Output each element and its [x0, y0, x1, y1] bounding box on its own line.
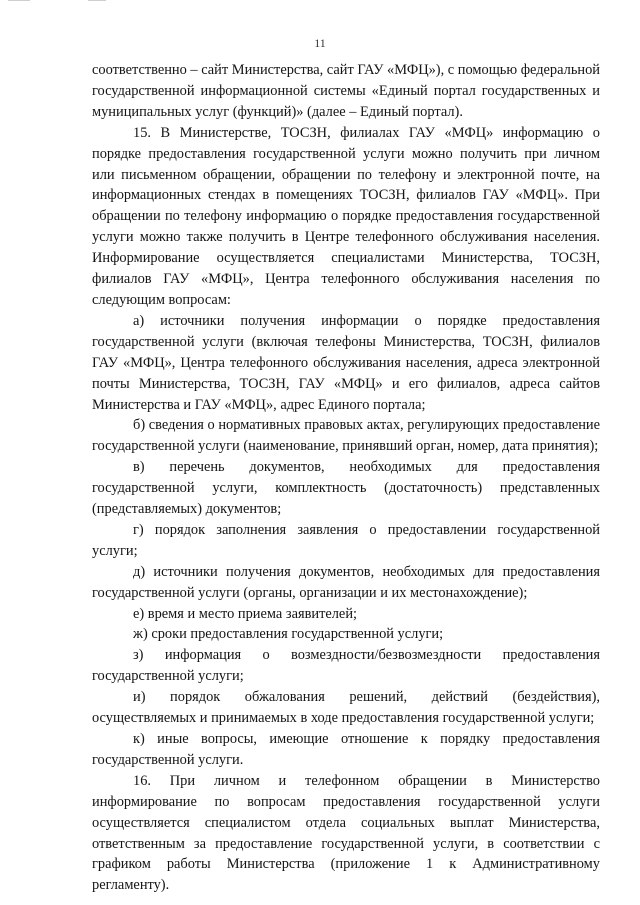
paragraph-item-16: 16. При личном и телефонном обращении в Министерство информирование по вопросам предоставления государственной услуги осуществляется специалистом отдела социальных выплат Министерства, ответственным за предоставление государственной услуги, в соответствии с графиком работы Министерства (приложение 1 к Административному регламенту).: [92, 772, 600, 894]
list-item-v: в) перечень документов, необходимых для предоставления государственной услуги, комплектность (достаточность) представленных (представляемых) документов;: [92, 459, 600, 518]
page-number: 11: [314, 36, 326, 50]
scan-artifact: [88, 0, 106, 1]
list-item-e: е) время и место приема заявителей;: [133, 605, 358, 622]
list-item-k: к) иные вопросы, имеющие отношение к порядку предоставления государственной услуги.: [92, 731, 600, 768]
document-body: [92, 60, 600, 896]
list-item-zh: ж) сроки предоставления государственной услуги;: [133, 626, 444, 643]
paragraph-continuation: соответственно – сайт Министерства, сайт ГАУ «МФЦ»), с помощью федеральной государственной информационной системы «Единый портал государственных и муниципальных услуг (функций)» (далее – Единый портал).: [92, 62, 600, 120]
scan-artifact: [8, 0, 30, 1]
list-item-z: з) информация о возмездности/безвозмездности предоставления государственной услуги;: [92, 647, 600, 685]
list-item-a: а) источники получения информации о порядке предоставления государственной услуги (включая телефоны Министерства, ТОСЗН, филиалов ГАУ «МФЦ», Центра телефонного обслуживания населения, адреса электронной почты Министерства, ТОСЗН, ГАУ «МФЦ» и его филиалов, адреса сайтов Министерства и ГАУ «МФЦ», адрес Единого портала;: [92, 312, 600, 413]
list-item-d: д) источники получения документов, необходимых для предоставления государственной услуги (органы, организации и их местонахождение);: [92, 563, 600, 601]
paragraph-item-15: 15. В Министерстве, ТОСЗН, филиалах ГАУ «МФЦ» информацию о порядке предоставления государственной услуги можно получить при личном или письменном обращении, обращении по телефону и электронной почте, на информационных стендах в помещениях ТОСЗН, филиалов ГАУ «МФЦ». При обращении по телефону информацию о порядке предоставления государственной услуги можно также получить в Центре телефонного обслуживания населения. Информирование осуществляется специалистами Министерства, ТОСЗН, филиалов ГАУ «МФЦ», Центра телефонного обслуживания населения по следующим вопросам:: [92, 124, 600, 308]
list-item-i: и) порядок обжалования решений, действий (бездействия), осуществляемых и принимаемых в ходе предоставления государственной услуги;: [92, 689, 600, 727]
list-item-b: б) сведения о нормативных правовых актах, регулирующих предоставление государственной услуги (наименование, принявший орган, номер, дата принятия);: [92, 417, 600, 455]
list-item-g: г) порядок заполнения заявления о предоставлении государственной услуги;: [92, 521, 600, 559]
